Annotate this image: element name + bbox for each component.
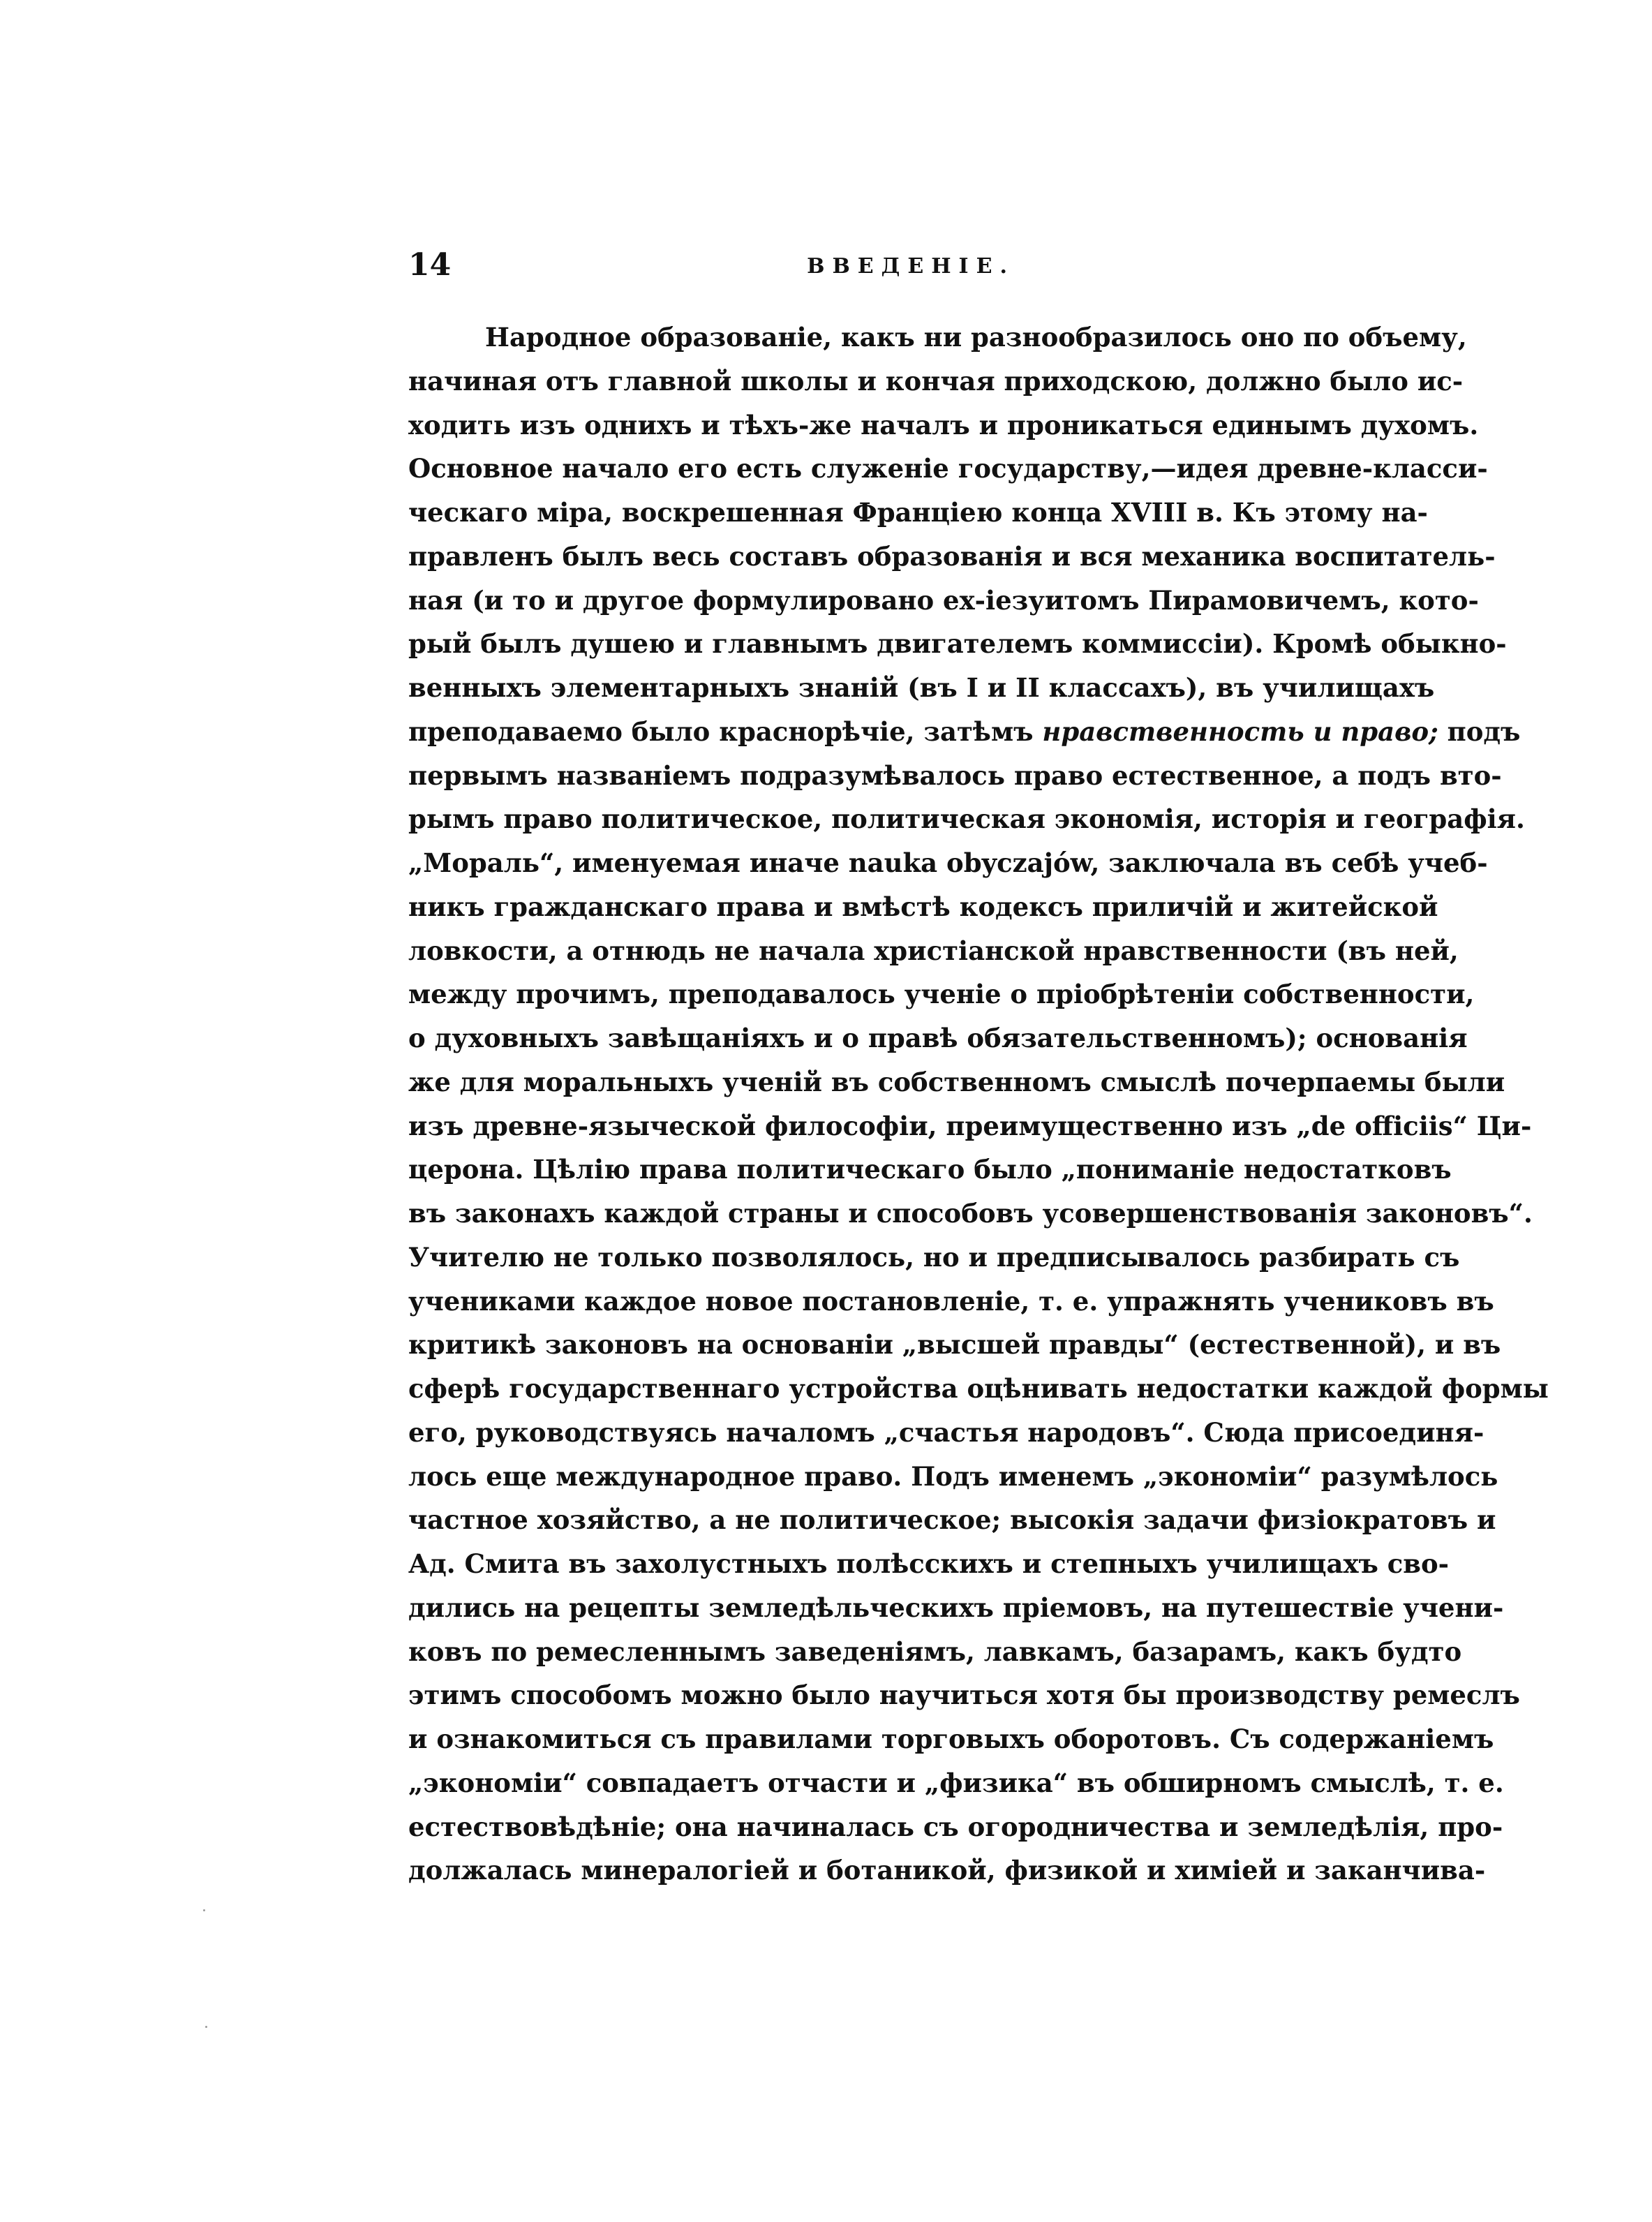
text-line: ческаго міра, воскрешенная Франціею конца XVIII в. Къ этому на- [408,497,1428,528]
text-line: ная (и то и другое формулировано ех-іезуитомъ Пирамовичемъ, кото- [408,584,1479,616]
scan-speck [203,1909,205,1911]
text-line: начиная отъ главной школы и кончая приходскою, должно было ис- [408,365,1464,397]
text-line: же для моральныхъ ученій въ собственномъ смыслѣ почерпаемы были [408,1066,1505,1097]
text-line: Народное образованіе, какъ ни разнообразилось оно по объему, [485,322,1467,353]
text-line: никъ гражданскаго права и вмѣстѣ кодексъ приличій и житейской [408,891,1438,922]
page-number: 14 [408,247,452,283]
text-line: и ознакомиться съ правилами торговыхъ оборотовъ. Съ содержаніемъ [408,1724,1494,1754]
text-line: правленъ былъ весь составъ образованія и вся механика воспитатель- [408,540,1496,572]
text-line: церона. Цѣлію права политическаго было „пониманіе недостатковъ [408,1154,1452,1185]
text-line: должалась минералогіей и ботаникой, физикой и химіей и заканчива- [408,1855,1486,1886]
text-line: „Мораль“, именуемая иначе nauka obyczajów, заключала въ себѣ учеб- [408,847,1488,878]
text-line-with-italic [408,710,1521,754]
text-line: Основное начало его есть служеніе государству,—идея древне-класси- [408,453,1488,484]
text-line: ковъ по ремесленнымъ заведеніямъ, лавкамъ, базарамъ, какъ будто [408,1636,1462,1667]
text-line: рый былъ душею и главнымъ двигателемъ коммиссіи). Кромѣ обыкно- [408,628,1507,660]
text-line: его, руководствуясь началомъ „счастья народовъ“. Сюда присоединя- [408,1416,1484,1448]
text-line: ловкости, а отнюдь не начала христіанской нравственности (въ ней, [408,935,1459,966]
scan-speck [205,2026,207,2028]
text-line: критикѣ законовъ на основаніи „высшей правды“ (естественной), и въ [408,1329,1501,1361]
text-line: естествовѣдѣніе; она начиналась съ огородничества и земледѣлія, про- [408,1811,1503,1842]
italic-phrase: нравственность и право; [1042,716,1438,747]
text-line: лось еще международное право. Подъ именемъ „экономіи“ разумѣлось [408,1460,1498,1492]
text-line: частное хозяйство, а не политическое; высокія задачи физіократовъ и [408,1504,1496,1536]
text-line: „экономіи“ совпадаетъ отчасти и „физика“ въ обширномъ смыслѣ, т. е. [408,1767,1504,1798]
text-line: сферѣ государственнаго устройства оцѣнивать недостатки каждой формы [408,1373,1549,1404]
text-line: венныхъ элементарныхъ знаній (въ I и II классахъ), въ училищахъ [408,672,1435,703]
text-line: ходить изъ однихъ и тѣхъ-же началъ и проникаться единымъ духомъ. [408,409,1479,440]
text-line: Учителю не только позволялось, но и предписывалось разбирать съ [408,1241,1460,1273]
text-line: Ад. Смита въ захолустныхъ полѣсскихъ и степныхъ училищахъ сво- [408,1548,1450,1579]
running-title: ВВЕДЕНІЕ. [807,254,1015,279]
text-line: рымъ право политическое, политическая экономія, исторія и географія. [408,803,1525,835]
text-line: дились на рецепты земледѣльческихъ пріемовъ, на путешествіе учени- [408,1592,1504,1623]
text-line-start: преподаваемо было краснорѣчіе, затѣмъ [408,716,1043,747]
text-line: учениками каждое новое постановленіе, т. е. упражнять учениковъ въ [408,1285,1494,1317]
text-line: о духовныхъ завѣщаніяхъ и о правѣ обязательственномъ); основанія [408,1023,1468,1053]
text-line: въ законахъ каждой страны и способовъ усовершенствованія законовъ“. [408,1198,1533,1229]
page-header [408,244,1413,293]
body-text [408,316,1549,1893]
text-line: первымъ названіемъ подразумѣвалось право естественное, а подъ вто- [408,760,1502,791]
text-line: этимъ способомъ можно было научиться хотя бы производству ремеслъ [408,1680,1520,1711]
text-line: изъ древне-языческой философіи, преимущественно изъ „de officiis“ Ци- [408,1110,1532,1141]
text-line: между прочимъ, преподавалось ученіе о пріобрѣтеніи собственности, [408,979,1475,1010]
text-line-end: подъ [1438,716,1521,747]
